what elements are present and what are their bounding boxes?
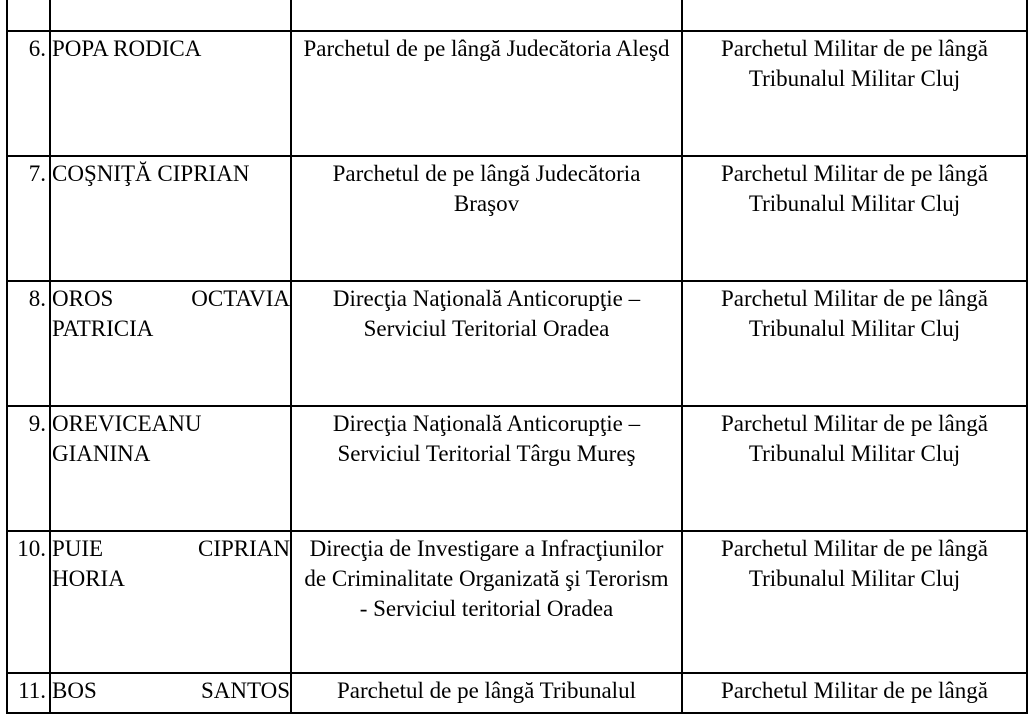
transfer-table [6,0,1028,714]
table-row [7,156,1027,281]
table-row [7,281,1027,406]
number-cell [7,0,50,31]
person-name [50,673,291,713]
origin-institution: Direcţia de Investigare a Infracţiunilor de Criminalitate Organizată şi Terorism - Serviciul teritorial Oradea [291,531,682,673]
origin-institution: Parchetul de pe lângă Tribunalul [291,673,682,713]
destination-institution: Parchetul Militar de pe lângă Tribunalul Militar Cluj [682,156,1027,281]
origin-institution: Parchetul de pe lângă Judecătoria Aleşd [291,31,682,156]
destination-institution: Parchetul Militar de pe lângă Tribunalul Militar Cluj [682,281,1027,406]
person-name [50,406,291,531]
person-name: COŞNIŢĂ CIPRIAN [50,156,291,281]
person-name-line-1: OROS OCTAVIA [52,286,290,311]
person-name: POPA RODICA [50,31,291,156]
origin-institution: Parchetul de pe lângă Judecătoria Braşov [291,156,682,281]
row-number: 7. [7,156,50,281]
person-name [50,531,291,673]
person-name-line-2: HORIA [52,566,125,591]
row-number: 11. [7,673,50,713]
person-name-line-1: OREVICEANU [52,411,202,436]
destination-institution: Parchetul Militar de pe lângă Tribunalul Militar Cluj [682,406,1027,531]
row-number: 8. [7,281,50,406]
person-name-line-2: PATRICIA [52,316,154,341]
person-name-line-1: BOS SANTOS [52,678,290,703]
name-cell [50,0,291,31]
row-number: 9. [7,406,50,531]
person-name [50,281,291,406]
table-row-next-cut [7,673,1027,713]
row-number: 10. [7,531,50,673]
table-row [7,406,1027,531]
origin-cell [291,0,682,31]
origin-institution: Direcţia Naţională Anticorupţie – Serviciul Teritorial Târgu Mureş [291,406,682,531]
person-name-line-1: PUIE CIPRIAN [52,536,290,561]
destination-institution: Parchetul Militar de pe lângă Tribunalul Militar Cluj [682,531,1027,673]
table-row-previous-cut [7,0,1027,31]
destination-institution: Parchetul Militar de pe lângă [682,673,1027,713]
table-row [7,31,1027,156]
destination-cell [682,0,1027,31]
destination-institution: Parchetul Militar de pe lângă Tribunalul Militar Cluj [682,31,1027,156]
person-name-line-2: GIANINA [52,441,151,466]
table-row [7,531,1027,673]
origin-institution: Direcţia Naţională Anticorupţie – Serviciul Teritorial Oradea [291,281,682,406]
row-number: 6. [7,31,50,156]
